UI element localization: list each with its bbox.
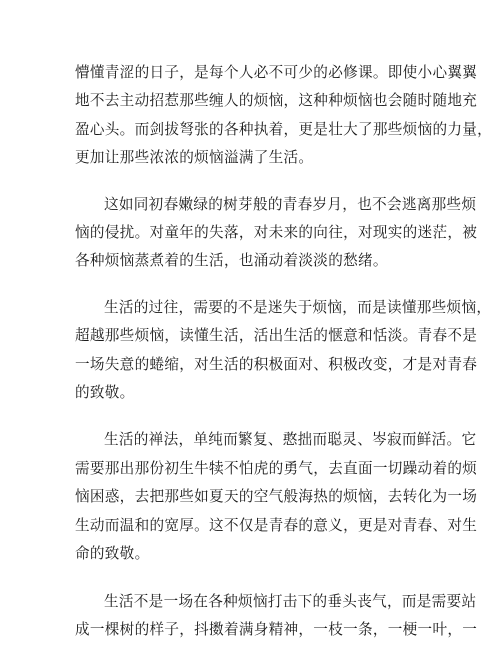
paragraph-line: 需要那出那份初生牛犊不怕虎的勇气，去直面一切躁动着的烦 [75, 459, 478, 477]
paragraph-line: 生动而温和的宽厚。这不仅是青春的意义，更是对青春、对生 [75, 516, 478, 534]
paragraph-line: 成一棵树的样子，抖擞着满身精神，一枝一条，一梗一叶，一 [75, 620, 478, 638]
paragraph-line: 生活的过往，需要的不是迷失于烦恼，而是读懂那些烦恼， [104, 298, 492, 316]
paragraph-3 [75, 294, 492, 408]
paragraph-line: 生活不是一场在各种烦恼打击下的垂头丧气，而是需要站 [104, 592, 477, 610]
paragraph-line: 更加让那些浓浓的烦恼溢满了生活。 [75, 149, 314, 167]
paragraph-line: 懵懂青涩的日子，是每个人必不可少的必修课。即使小心翼翼 [75, 64, 478, 81]
paragraph-line: 的致敬。 [75, 384, 135, 402]
paragraph-line: 一场失意的蜷缩，对生活的积极面对、积极改变，才是对青春 [75, 355, 478, 373]
paragraph-4 [75, 426, 478, 568]
document-page [75, 59, 493, 662]
paragraph-line: 各种烦恼蒸煮着的生活，也涌动着淡淡的愁绪。 [75, 252, 388, 270]
paragraph-line: 地不去主动招惹那些缠人的烦恼，这种种烦恼也会随时随地充 [75, 92, 478, 110]
paragraph-line: 这如同初春嫩绿的树芽般的青春岁月，也不会逃离那些烦 [104, 195, 477, 213]
paragraph-line: 命的致敬。 [75, 545, 150, 563]
paragraph-line: 超越那些烦恼，读懂生活，活出生活的惬意和恬淡。青春不是 [75, 327, 478, 345]
paragraph-line: 恼困惑，去把那些如夏天的空气般海热的烦恼，去转化为一场 [75, 488, 478, 506]
paragraph-line: 恼的侵扰。对童年的失落，对未来的向往，对现实的迷茫，被 [75, 224, 478, 242]
paragraph-line: 生活的禅法，单纯而繁复、憨拙而聪灵、岑寂而鲜活。它 [104, 431, 477, 449]
paragraph-1 [75, 59, 493, 173]
paragraph-line: 盈心头。而剑拔弩张的各种执着，更是壮大了那些烦恼的力量， [75, 120, 493, 138]
paragraph-5 [75, 588, 478, 645]
paragraph-2 [75, 191, 478, 276]
